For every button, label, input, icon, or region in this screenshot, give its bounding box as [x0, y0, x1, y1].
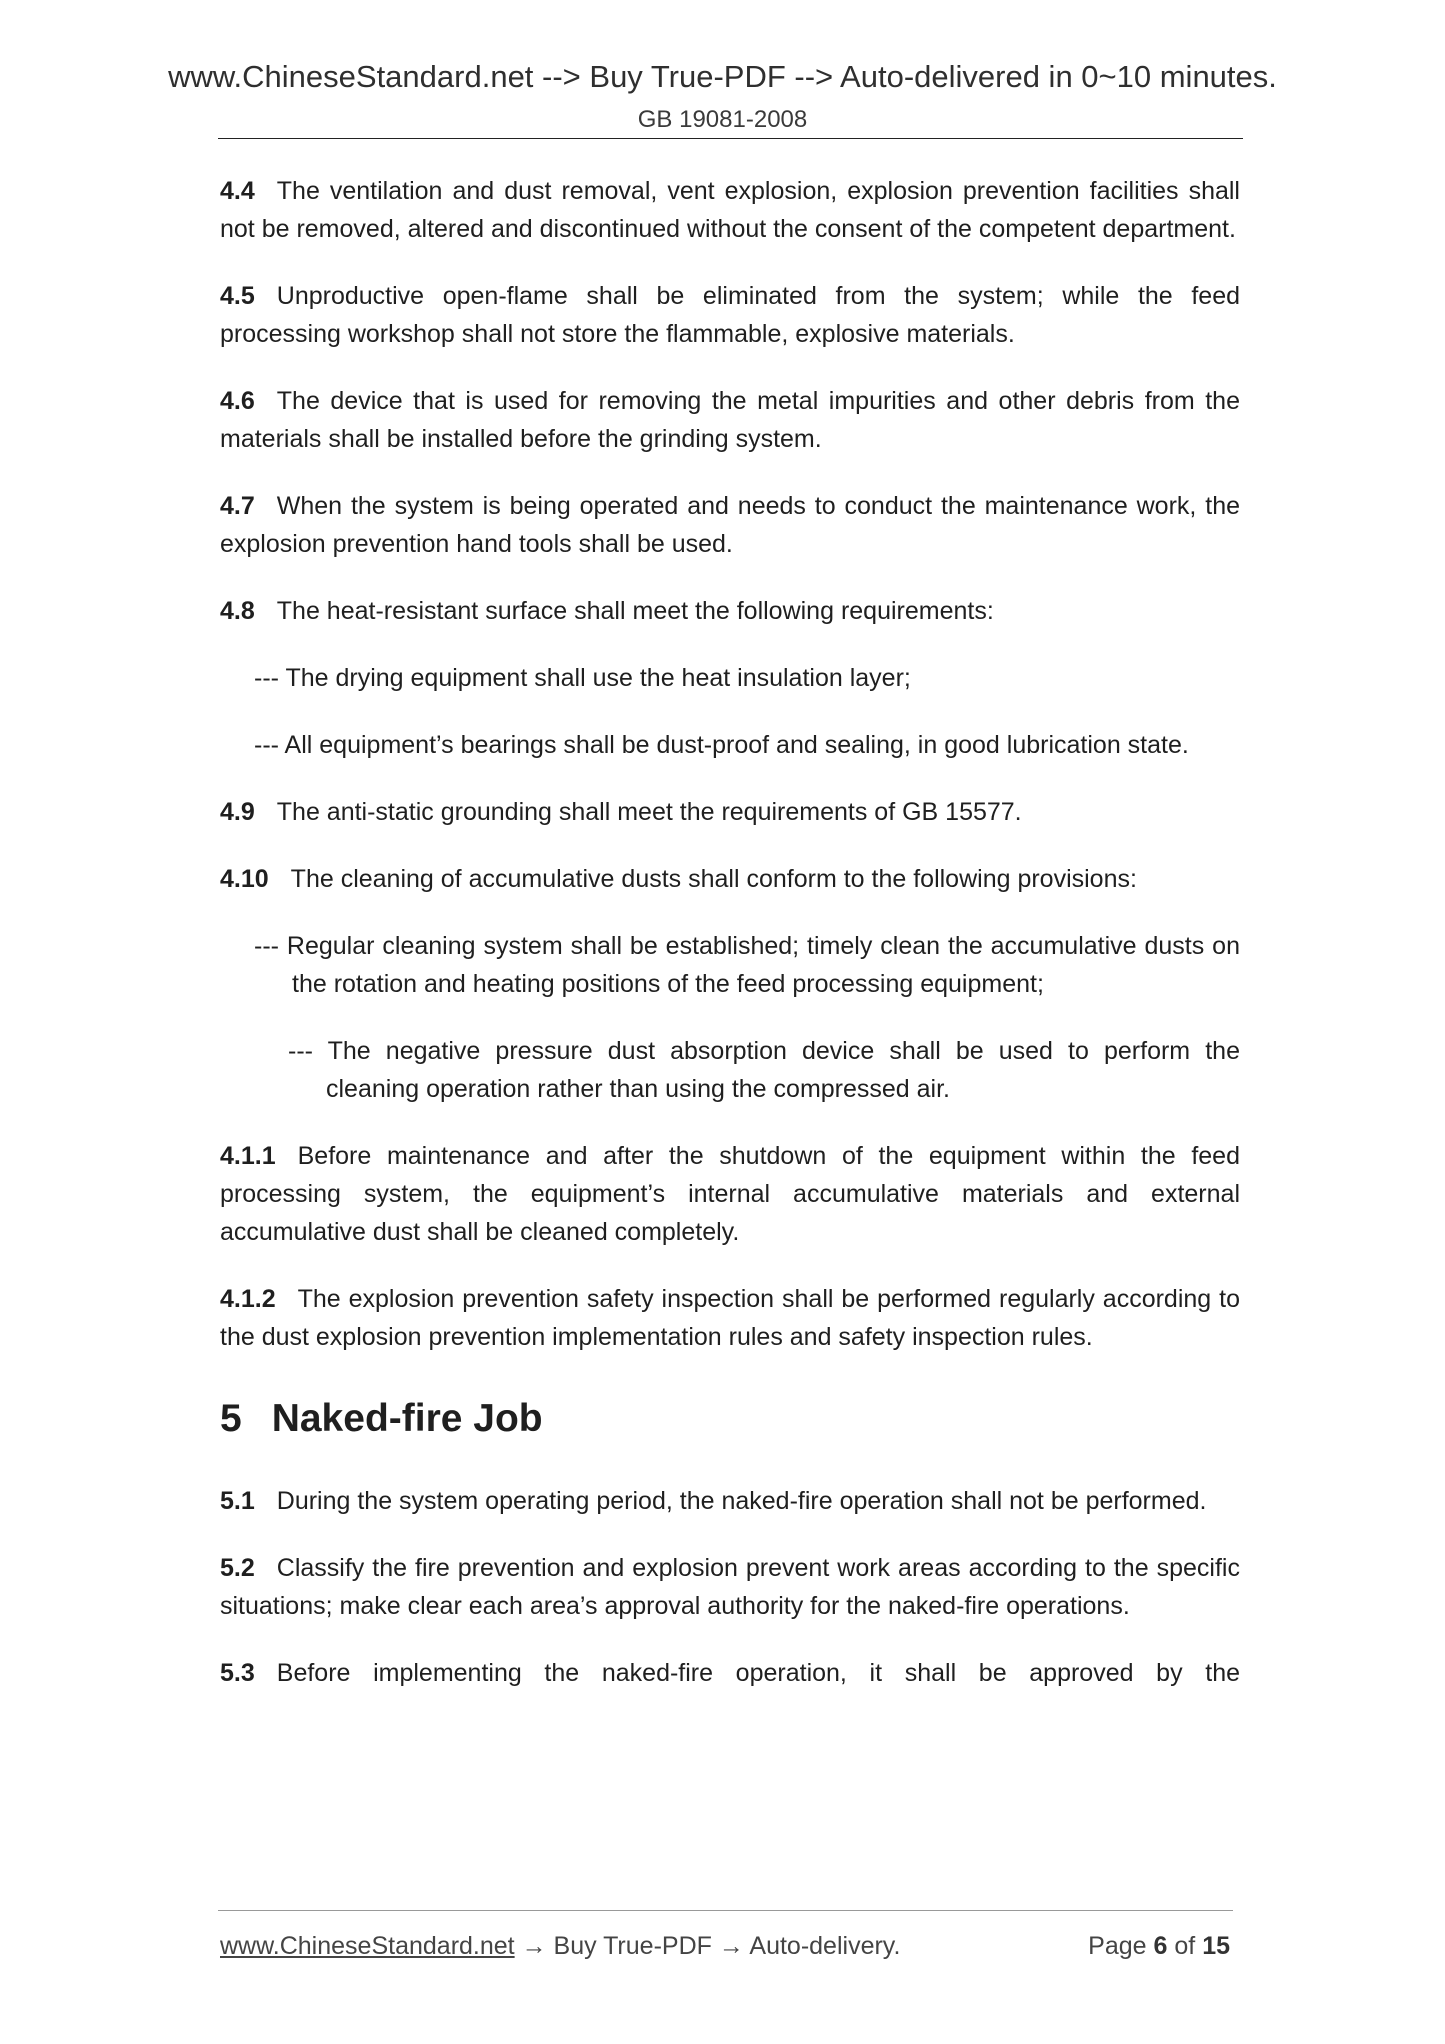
- clause-text: Before maintenance and after the shutdown of the equipment within the feed processing system, the equipment’s internal accumulative materials and external accumulative dust shall be cleaned completely.: [220, 1142, 1240, 1246]
- clause-number: 4.9: [220, 798, 255, 826]
- clause-number: 4.4: [220, 177, 255, 205]
- list-item: --- The drying equipment shall use the heat insulation layer;: [254, 664, 911, 692]
- clause-4-8: [220, 592, 1240, 630]
- page-of: of: [1174, 1932, 1196, 1960]
- clause-number: 5.1: [220, 1487, 255, 1515]
- clause-text: The heat-resistant surface shall meet the following requirements:: [276, 597, 994, 625]
- clause-number: 4.8: [220, 597, 255, 625]
- header-banner: www.ChineseStandard.net --> Buy True-PDF --> Auto-delivered in 0~10 minutes.: [168, 59, 1277, 94]
- clause-text: Unproductive open-flame shall be eliminated from the system; while the feed processing workshop shall not store the flammable, explosive materials.: [220, 282, 1240, 348]
- clause-number: 4.1.2: [220, 1285, 276, 1313]
- page-footer: [220, 1930, 1230, 1962]
- clause-text: The explosion prevention safety inspection shall be performed regularly according to the dust explosion prevention implementation rules and safety inspection rules.: [220, 1285, 1240, 1351]
- clause-4-1-2: [220, 1280, 1240, 1356]
- clause-4-9: [220, 793, 1240, 831]
- footer-divider: [218, 1910, 1233, 1911]
- clause-number: 4.7: [220, 492, 255, 520]
- clause-4-10: [220, 860, 1240, 898]
- clause-text: The ventilation and dust removal, vent explosion, explosion prevention facilities shall not be removed, altered and discontinued without the consent of the competent department.: [220, 177, 1240, 243]
- clause-4-7: [220, 487, 1240, 563]
- clause-4-6: [220, 382, 1240, 458]
- document-body: [220, 172, 1240, 1721]
- list-item: --- The negative pressure dust absorption device shall be used to perform the cleaning operation rather than using the compressed air.: [288, 1037, 1240, 1103]
- page-number: 6: [1153, 1932, 1168, 1960]
- clause-number: 4.10: [220, 865, 269, 893]
- section-heading: [220, 1396, 1240, 1442]
- page-indicator: [1088, 1930, 1230, 1962]
- section-number: 5: [220, 1397, 242, 1440]
- clause-number: 4.5: [220, 282, 255, 310]
- clause-text: Classify the fire prevention and explosion prevent work areas according to the specific situations; make clear each area’s approval authority for the naked-fire operations.: [220, 1554, 1240, 1620]
- clause-number: 5.2: [220, 1554, 255, 1582]
- page-label: Page: [1088, 1932, 1147, 1960]
- list-item: --- Regular cleaning system shall be established; timely clean the accumulative dusts on the rotation and heating positions of the feed processing equipment;: [254, 932, 1240, 998]
- section-title: Naked-fire Job: [271, 1397, 543, 1440]
- clause-5-1: [220, 1482, 1240, 1520]
- clause-number: 4.1.1: [220, 1142, 276, 1170]
- clause-5-3: [220, 1654, 1240, 1692]
- clause-text: The device that is used for removing the metal impurities and other debris from the materials shall be installed before the grinding system.: [220, 387, 1240, 453]
- clause-text: The cleaning of accumulative dusts shall conform to the following provisions:: [290, 865, 1137, 893]
- clause-text: During the system operating period, the naked-fire operation shall not be performed.: [276, 1487, 1207, 1515]
- clause-number: 5.3: [220, 1659, 255, 1687]
- footer-tagline: → Buy True-PDF → Auto-delivery.: [514, 1932, 901, 1960]
- page-total: 15: [1202, 1932, 1230, 1960]
- clause-4-5: [220, 277, 1240, 353]
- clause-4-1-1: [220, 1137, 1240, 1251]
- clause-text: When the system is being operated and needs to conduct the maintenance work, the explosion prevention hand tools shall be used.: [220, 492, 1240, 558]
- footer-site-link[interactable]: www.ChineseStandard.net: [220, 1932, 515, 1960]
- clause-4-4: [220, 172, 1240, 248]
- clause-number: 4.6: [220, 387, 255, 415]
- clause-text: Before implementing the naked-fire operation, it shall be approved by the: [276, 1659, 1240, 1687]
- standard-code: GB 19081-2008: [637, 106, 808, 133]
- clause-5-2: [220, 1549, 1240, 1625]
- clause-text: The anti-static grounding shall meet the requirements of GB 15577.: [276, 798, 1022, 826]
- header-divider: [218, 138, 1243, 139]
- list-item: --- All equipment’s bearings shall be dust-proof and sealing, in good lubrication state.: [254, 731, 1189, 759]
